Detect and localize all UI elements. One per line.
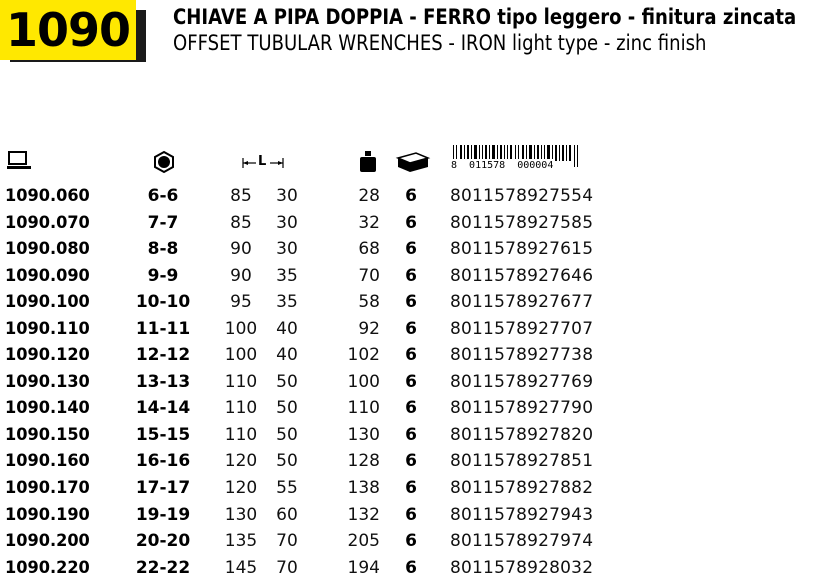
wrench-size: 10-10 [135,292,191,313]
table-row [0,342,837,369]
ean-code: 8011578927646 [450,265,594,286]
length-value: 110 [224,424,258,445]
wrench-size: 16-16 [135,451,191,472]
ean-code: 8011578927820 [450,424,594,445]
length-value: 120 [224,451,258,472]
diameter-value: 35 [276,292,298,313]
diameter-value: 30 [276,212,298,233]
ean-code: 8011578927585 [450,212,594,233]
badge-number: 1090 [0,0,136,60]
weight-value: 92 [358,318,380,339]
diameter-value: 50 [276,451,298,472]
diameter-value: 70 [276,531,298,552]
article-code: 1090.110 [5,318,90,339]
weight-value: 28 [358,186,380,206]
pack-quantity: 6 [405,531,417,552]
weight-value: 32 [358,212,380,233]
pack-quantity: 6 [405,265,417,286]
ean-code: 8011578927790 [450,398,594,419]
article-code: 1090.100 [5,292,90,313]
length-label: L [258,154,267,169]
diameter-value: 50 [276,398,298,419]
length-dimension-icon [241,150,285,174]
table-row [0,183,837,210]
wrench-size: 17-17 [135,478,191,499]
article-code: 1090.190 [5,504,90,525]
weight-value: 132 [347,504,380,525]
wrench-size: 11-11 [135,318,191,339]
pack-quantity: 6 [405,239,417,260]
table-row [0,316,837,343]
pack-quantity: 6 [405,451,417,472]
weight-value: 205 [347,531,380,552]
length-value: 145 [224,557,258,578]
table-row [0,555,837,582]
wrench-size: 15-15 [135,424,191,445]
weight-value: 138 [347,478,380,499]
ean-code: 8011578927882 [450,478,594,499]
wrench-size: 13-13 [135,371,191,392]
article-code: 1090.060 [5,186,90,206]
length-value: 110 [224,398,258,419]
pack-quantity: 6 [405,424,417,445]
table-row [0,475,837,502]
table-row [0,502,837,529]
weight-value: 100 [347,371,380,392]
length-value: 85 [230,212,252,233]
weight-value: 194 [347,557,380,578]
ean-code: 8011578928032 [450,557,594,578]
article-code: 1090.130 [5,371,90,392]
wrench-size: 8-8 [147,239,179,260]
ean-code: 8011578927943 [450,504,594,525]
wrench-size: 19-19 [135,504,191,525]
ean-code: 8011578927554 [450,186,594,206]
diameter-value: 50 [276,424,298,445]
article-code: 1090.070 [5,212,90,233]
wrench-size: 6-6 [147,186,179,206]
weight-value: 70 [358,265,380,286]
title-english: OFFSET TUBULAR WRENCHES - IRON light type - zinc finish [173,31,707,55]
length-value: 110 [224,371,258,392]
table-row [0,448,837,475]
barcode-digits: 8 011578 000004 [451,160,554,171]
barcode-icon [451,145,583,177]
ean-code: 8011578927707 [450,318,594,339]
ean-code: 8011578927851 [450,451,594,472]
article-code: 1090.090 [5,265,90,286]
wrench-size: 20-20 [135,531,191,552]
article-code: 1090.120 [5,345,90,366]
pack-quantity: 6 [405,398,417,419]
box-icon [394,150,432,174]
length-value: 130 [224,504,258,525]
ean-code: 8011578927769 [450,371,594,392]
pack-quantity: 6 [405,318,417,339]
diameter-value: 40 [276,318,298,339]
article-code: 1090.170 [5,478,90,499]
length-value: 85 [230,186,252,206]
diameter-value: 30 [276,186,298,206]
pack-quantity: 6 [405,212,417,233]
diameter-value: 60 [276,504,298,525]
computer-icon [6,150,34,174]
table-row [0,263,837,290]
length-value: 135 [224,531,258,552]
article-code: 1090.200 [5,531,90,552]
article-code: 1090.220 [5,557,90,578]
diameter-value: 55 [276,478,298,499]
length-value: 120 [224,478,258,499]
title-italian: CHIAVE A PIPA DOPPIA - FERRO tipo leggero - finitura zincata [173,5,797,29]
pack-quantity: 6 [405,371,417,392]
pack-quantity: 6 [405,186,417,206]
weight-value: 130 [347,424,380,445]
length-value: 90 [230,265,252,286]
diameter-value: 70 [276,557,298,578]
length-value: 100 [224,345,258,366]
ean-code: 8011578927974 [450,531,594,552]
ean-code: 8011578927615 [450,239,594,260]
article-code: 1090.140 [5,398,90,419]
diameter-value: 50 [276,371,298,392]
pack-quantity: 6 [405,292,417,313]
table-row [0,422,837,449]
weight-value: 110 [347,398,380,419]
table-row [0,369,837,396]
length-value: 90 [230,239,252,260]
table-row [0,528,837,555]
weight-icon [357,150,379,174]
wrench-size: 9-9 [147,265,179,286]
weight-value: 68 [358,239,380,260]
diameter-value: 35 [276,265,298,286]
hexagon-nut-icon [151,150,177,174]
article-code: 1090.150 [5,424,90,445]
pack-quantity: 6 [405,557,417,578]
ean-code: 8011578927677 [450,292,594,313]
weight-value: 58 [358,292,380,313]
weight-value: 102 [347,345,380,366]
table-row [0,210,837,237]
length-value: 100 [224,318,258,339]
length-value: 95 [230,292,252,313]
ean-code: 8011578927738 [450,345,594,366]
wrench-size: 7-7 [147,212,179,233]
wrench-size: 14-14 [135,398,191,419]
table-row [0,289,837,316]
diameter-value: 30 [276,239,298,260]
table-row [0,236,837,263]
pack-quantity: 6 [405,345,417,366]
article-code: 1090.080 [5,239,90,260]
product-table [0,183,837,581]
diameter-value: 40 [276,345,298,366]
wrench-size: 12-12 [135,345,191,366]
pack-quantity: 6 [405,504,417,525]
product-number-badge [0,0,150,64]
pack-quantity: 6 [405,478,417,499]
wrench-size: 22-22 [135,557,191,578]
table-row [0,395,837,422]
article-code: 1090.160 [5,451,90,472]
title-block [173,4,837,56]
weight-value: 128 [347,451,380,472]
